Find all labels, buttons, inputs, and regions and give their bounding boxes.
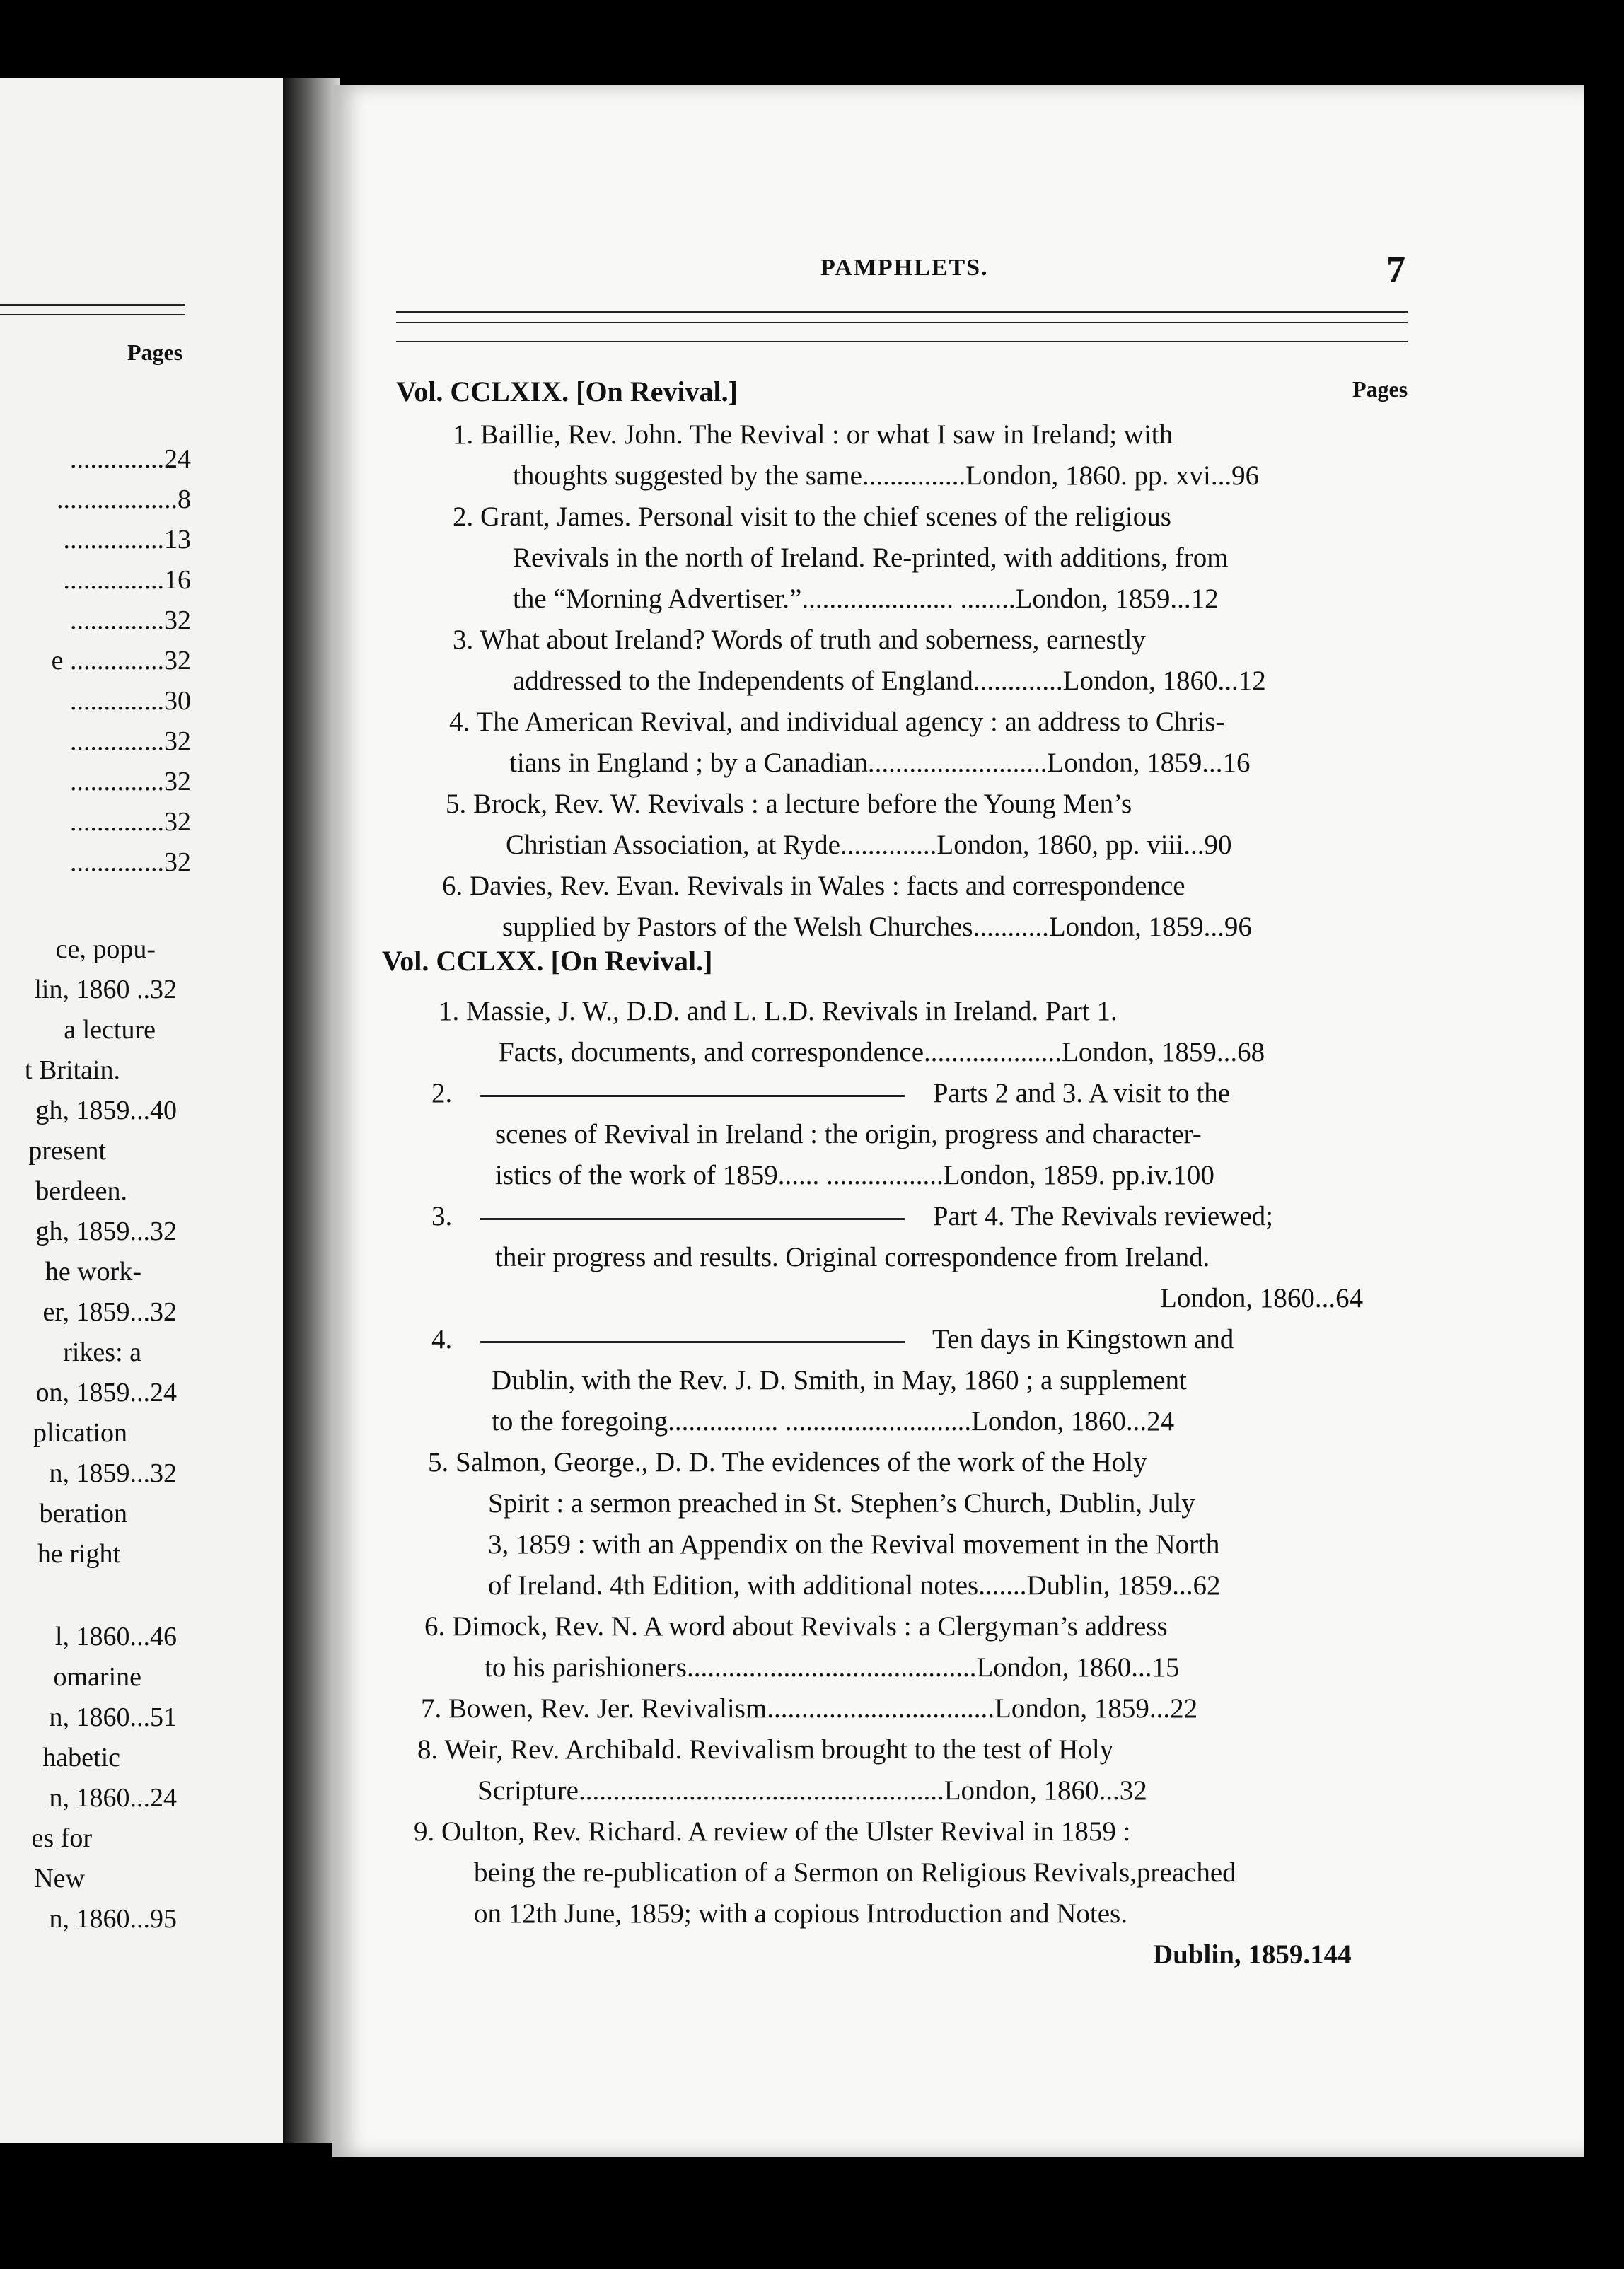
entry-line: on 12th June, 1859; with a copious Introduction and Notes.	[474, 1898, 1127, 1929]
entry-line: thoughts suggested by the same...............London, 1860. pp. xvi...96	[513, 460, 1260, 491]
ditto-dash	[480, 1341, 905, 1343]
entry-line: 1. Massie, J. W., D.D. and L. L.D. Revivals in Ireland. Part 1.	[439, 996, 1118, 1026]
entry-line	[431, 1325, 1234, 1353]
entry-line	[431, 1079, 1230, 1107]
volume-heading	[382, 944, 712, 977]
left-fragment: ..............32	[70, 847, 191, 877]
left-fragment: he right	[37, 1539, 120, 1569]
entry-line: London, 1860...64	[1160, 1283, 1364, 1313]
left-facing-page	[0, 78, 283, 2143]
left-pages-label: Pages	[127, 340, 183, 365]
entry-line: Dublin, with the Rev. J. D. Smith, in May, 1860 ; a supplement	[492, 1365, 1187, 1395]
left-fragment: berdeen.	[35, 1176, 127, 1206]
entry-line: of Ireland. 4th Edition, with additional notes.......Dublin, 1859...62	[488, 1570, 1221, 1601]
left-fragment: ..............30	[70, 686, 191, 716]
entry-line: to his parishioners..........................................London, 1860...15	[485, 1652, 1180, 1683]
entry-line: 7. Bowen, Rev. Jer. Revivalism.................................London, 1859...22	[421, 1693, 1198, 1724]
entry-line: 8. Weir, Rev. Archibald. Revivalism brought to the test of Holy	[417, 1734, 1114, 1765]
entry-line: 4. The American Revival, and individual agency : an address to Chris-	[449, 707, 1225, 737]
left-header-rule-thin	[0, 314, 185, 315]
left-fragment: n, 1860...51	[49, 1702, 177, 1732]
running-head: PAMPHLETS.	[820, 255, 989, 281]
entry-text: Part 4. The Revivals reviewed;	[932, 1201, 1273, 1231]
entry-line: Facts, documents, and correspondence....................London, 1859...68	[499, 1037, 1265, 1067]
entry-line: 9. Oulton, Rev. Richard. A review of the Ulster Revival in 1859 :	[414, 1816, 1131, 1847]
volume-number: Vol. CCLXX.	[382, 945, 544, 977]
entry-line: being the re-publication of a Sermon on Religious Revivals,preached	[474, 1857, 1236, 1888]
left-fragment: ..............32	[70, 726, 191, 756]
left-fragment: n, 1860...24	[49, 1783, 177, 1813]
header-rule-bottom	[396, 341, 1408, 342]
left-fragment: ..................8	[57, 484, 191, 514]
left-fragment: New	[34, 1864, 85, 1893]
entry-number: 3.	[431, 1201, 453, 1231]
entry-line: Revivals in the north of Ireland. Re-printed, with additions, from	[513, 542, 1229, 573]
entry-line: addressed to the Independents of England.............London, 1860...12	[513, 666, 1266, 696]
entry-line: the “Morning Advertiser.”...................... ........London, 1859...12	[513, 584, 1219, 614]
left-fragment: lin, 1860 ..32	[34, 975, 177, 1004]
entry-line	[431, 1202, 1273, 1230]
entry-text: Ten days in Kingstown and	[932, 1324, 1234, 1354]
left-fragment: omarine	[53, 1662, 141, 1692]
left-fragment: n, 1859...32	[49, 1458, 177, 1488]
entry-line: Scripture.....................................................London, 1860...32	[477, 1775, 1147, 1806]
pages-column-label: Pages	[1352, 376, 1408, 402]
left-fragment: er, 1859...32	[42, 1297, 177, 1327]
left-fragment: ...............13	[63, 525, 191, 555]
entry-line: 2. Grant, James. Personal visit to the chief scenes of the religious	[453, 501, 1171, 532]
entry-line: Dublin, 1859.144	[1153, 1939, 1352, 1970]
entry-line: 3. What about Ireland? Words of truth and soberness, earnestly	[453, 625, 1146, 655]
left-fragment: present	[28, 1136, 106, 1166]
entry-line: 6. Dimock, Rev. N. A word about Revivals : a Clergyman’s address	[424, 1611, 1168, 1642]
entry-line: supplied by Pastors of the Welsh Churches...........London, 1859...96	[502, 912, 1252, 942]
entry-line: 5. Brock, Rev. W. Revivals : a lecture before the Young Men’s	[446, 789, 1132, 819]
left-fragment: e ..............32	[51, 646, 191, 675]
left-fragment: plication	[33, 1418, 127, 1448]
entry-number: 2.	[431, 1078, 453, 1108]
header-rule-top	[396, 311, 1408, 313]
entry-line: Spirit : a sermon preached in St. Stephen’s Church, Dublin, July	[488, 1488, 1195, 1519]
left-fragment: l, 1860...46	[54, 1622, 177, 1652]
left-fragment: gh, 1859...32	[35, 1217, 177, 1246]
volume-number: Vol. CCLXIX.	[396, 376, 569, 407]
left-fragment: ce, popu-	[55, 934, 156, 964]
left-fragment: ..............32	[70, 605, 191, 635]
book-gutter	[283, 78, 340, 2143]
left-fragment: on, 1859...24	[35, 1378, 177, 1408]
left-fragment: a lecture	[64, 1015, 156, 1045]
left-fragment: n, 1860...95	[49, 1904, 177, 1934]
volume-subject: [On Revival.]	[550, 945, 713, 977]
left-fragment: rikes: a	[63, 1337, 141, 1367]
entry-line: to the foregoing................ ...........................London, 1860...24	[492, 1406, 1175, 1437]
entry-line: istics of the work of 1859...... .................London, 1859. pp.iv.100	[495, 1160, 1214, 1190]
left-fragment: ..............32	[70, 767, 191, 796]
left-fragment: gh, 1859...40	[35, 1096, 177, 1125]
entry-line: scenes of Revival in Ireland : the origin, progress and character-	[495, 1119, 1202, 1149]
ditto-dash	[480, 1218, 905, 1220]
entry-text: Parts 2 and 3. A visit to the	[932, 1078, 1231, 1108]
left-header-rule	[0, 304, 185, 306]
left-fragment: t Britain.	[24, 1055, 120, 1085]
ditto-dash	[480, 1095, 905, 1097]
entry-line: Christian Association, at Ryde..............London, 1860, pp. viii...90	[506, 830, 1232, 860]
entry-line: tians in England ; by a Canadian..........................London, 1859...16	[509, 748, 1251, 778]
volume-subject: [On Revival.]	[576, 376, 738, 407]
volume-heading	[396, 375, 738, 408]
left-fragment: habetic	[42, 1743, 120, 1772]
entry-line: 6. Davies, Rev. Evan. Revivals in Wales : facts and correspondence	[442, 871, 1185, 901]
left-fragment: es for	[31, 1823, 92, 1853]
header-rule-mid	[396, 322, 1408, 323]
left-fragment: ..............32	[70, 807, 191, 837]
left-fragment: ...............16	[63, 565, 191, 595]
page-number: 7	[1386, 248, 1405, 291]
entry-line: 5. Salmon, George., D. D. The evidences of the work of the Holy	[428, 1447, 1147, 1478]
left-fragment: ..............24	[70, 444, 191, 474]
left-fragment: he work-	[45, 1257, 141, 1287]
entry-line: their progress and results. Original correspondence from Ireland.	[495, 1242, 1210, 1272]
left-fragment: beration	[39, 1499, 127, 1528]
entry-line: 1. Baillie, Rev. John. The Revival : or what I saw in Ireland; with	[453, 419, 1173, 450]
entry-number: 4.	[431, 1324, 453, 1354]
entry-line: 3, 1859 : with an Appendix on the Revival movement in the North	[488, 1529, 1220, 1560]
